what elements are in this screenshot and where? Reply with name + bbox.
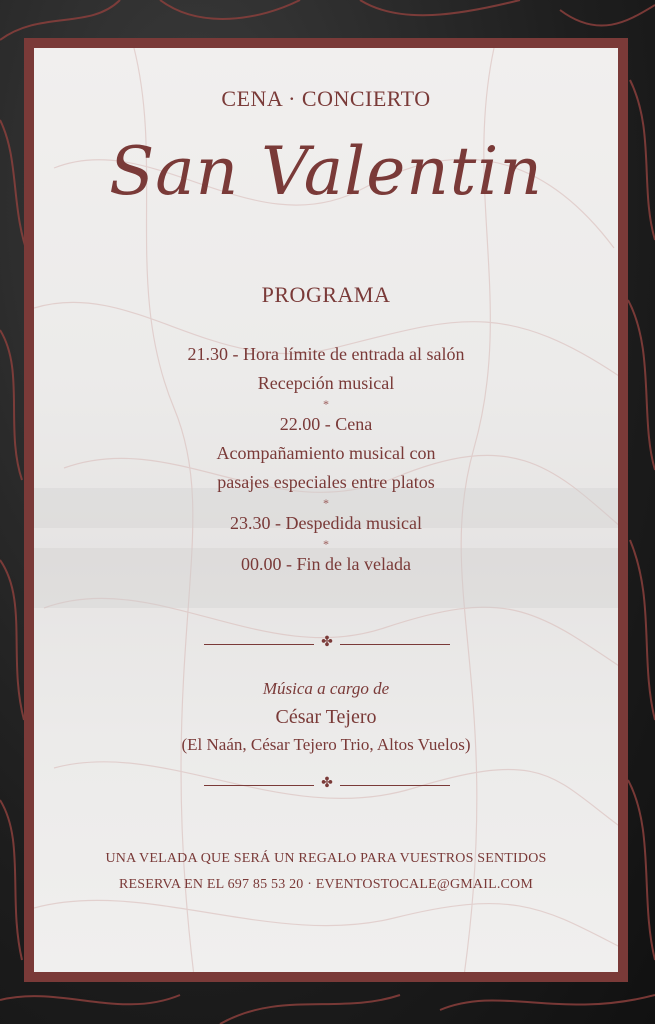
program-separator: * (323, 537, 329, 551)
program-item-detail: Acompañamiento musical con (216, 443, 436, 463)
program-item-time: 21.30 - Hora límite de entrada al salón (187, 344, 465, 364)
program-item-detail: pasajes especiales entre platos (217, 472, 435, 492)
program-list (34, 340, 618, 579)
program-separator: * (323, 397, 329, 411)
program-heading: PROGRAMA (261, 282, 391, 307)
program-item-detail: Recepción musical (257, 373, 395, 393)
ornamental-divider (204, 634, 450, 652)
music-intro: Música a cargo de (262, 679, 390, 698)
music-credits (34, 676, 618, 758)
program-item-time: 00.00 - Fin de la velada (241, 554, 411, 574)
footer (34, 846, 618, 898)
music-groups: (El Naán, César Tejero Trio, Altos Vuelos) (181, 735, 471, 754)
event-subtitle: CENA · CONCIERTO (221, 86, 431, 111)
invitation-card (34, 48, 618, 972)
divider-ornament-icon: ✤ (321, 775, 333, 791)
music-artist: César Tejero (275, 706, 377, 728)
program-item-time: 23.30 - Despedida musical (230, 513, 422, 533)
event-title: San Valentin (109, 133, 543, 210)
divider-ornament-icon: ✤ (321, 634, 333, 650)
divider-line-right (340, 644, 450, 645)
footer-tagline: UNA VELADA QUE SERÁ UN REGALO PARA VUESTROS SENTIDOS (105, 851, 547, 866)
ornamental-divider (204, 775, 450, 793)
card-content (34, 48, 618, 972)
divider-line-right (340, 785, 450, 786)
card-frame (24, 38, 628, 982)
program-separator: * (323, 496, 329, 510)
footer-reservation: RESERVA EN EL 697 85 53 20 · EVENTOSTOCALE@GMAIL.COM (118, 877, 534, 892)
program-item-time: 22.00 - Cena (279, 414, 373, 434)
